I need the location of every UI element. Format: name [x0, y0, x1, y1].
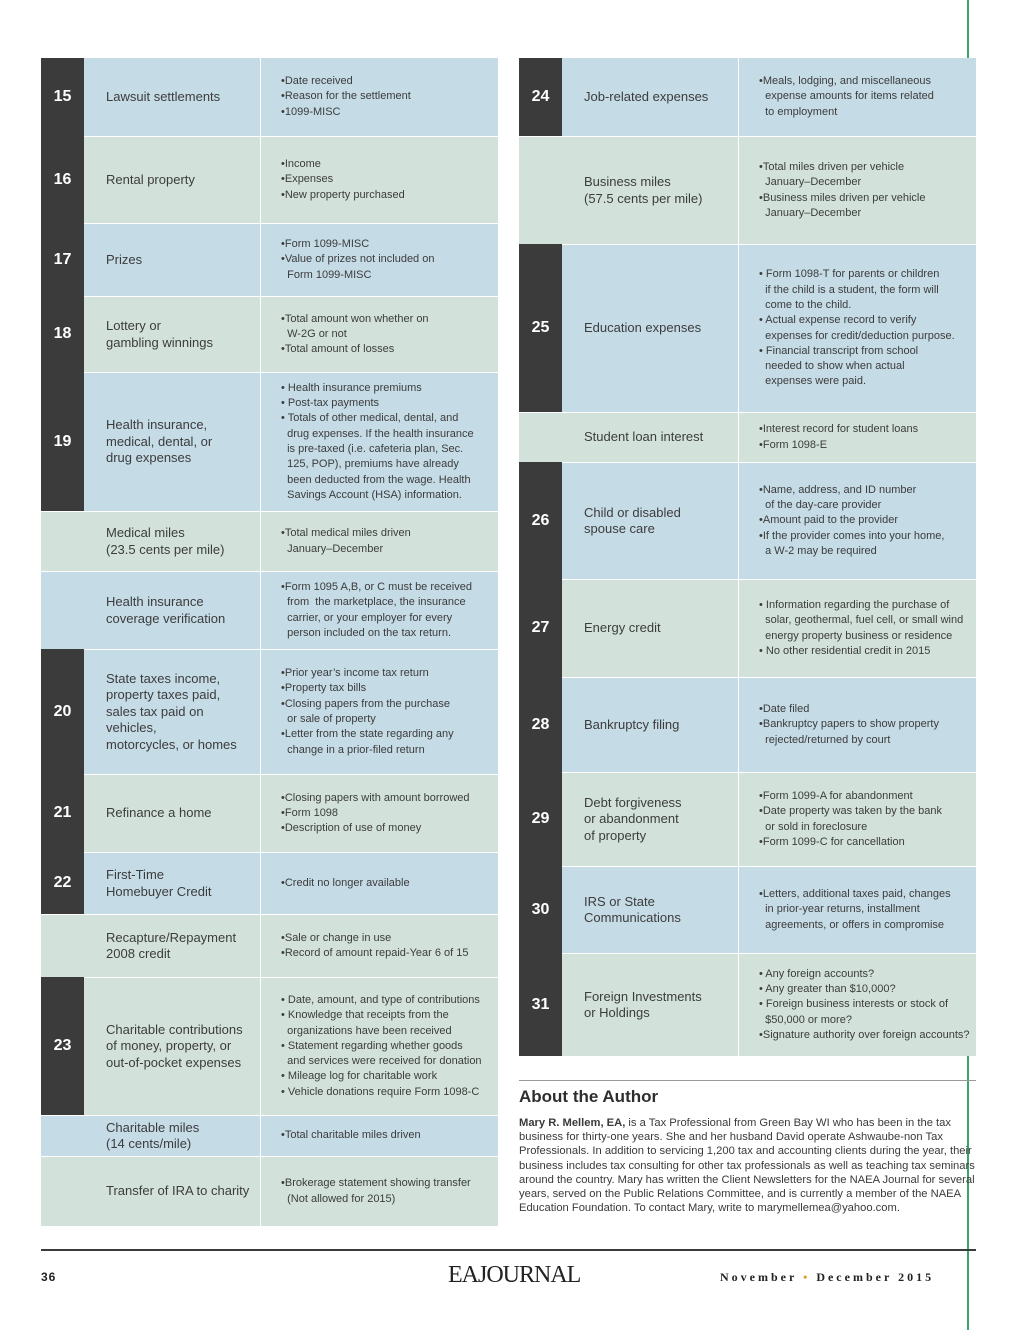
document-bullet: (Not allowed for 2015) — [281, 1192, 396, 1205]
documents-needed — [739, 678, 976, 772]
issue-separator: • — [803, 1270, 811, 1284]
documents-needed — [739, 245, 976, 412]
document-bullet: •Business miles driven per vehicle — [759, 191, 926, 204]
document-bullet: from the marketplace, the insurance — [281, 596, 466, 609]
documents-needed — [739, 773, 976, 866]
item-label — [84, 915, 261, 977]
document-bullet: needed to show when actual — [759, 360, 905, 373]
document-bullet: •If the provider comes into your home, — [759, 529, 945, 542]
about-the-author — [519, 1080, 976, 1215]
left-checklist-row — [41, 1115, 498, 1156]
document-bullet: •Record of amount repaid-Year 6 of 15 — [281, 947, 469, 959]
document-bullet: •1099-MISC — [281, 105, 341, 118]
document-bullet: energy property business or residence — [759, 629, 953, 642]
document-bullet: been deducted from the wage. Health — [281, 473, 471, 486]
document-bullet: • Statement regarding whether goods — [281, 1039, 463, 1052]
document-bullet: person included on the tax return. — [281, 626, 451, 639]
document-bullet: •Total amount of losses — [281, 343, 395, 356]
right-checklist-row — [519, 462, 976, 579]
item-label-line: Education expenses — [584, 320, 702, 336]
document-bullet: •Reason for the settlement — [281, 90, 411, 103]
item-label-line: coverage verification — [106, 610, 226, 626]
document-bullet: or sale of property — [281, 713, 376, 725]
document-bullet: •Form 1099-A for abandonment — [759, 789, 913, 802]
item-label-line: Health insurance, — [106, 417, 208, 433]
left-checklist-row — [41, 511, 498, 571]
number-cell-spacer — [519, 137, 562, 244]
author-bio: is a Tax Professional from Green Bay WI who has been in the tax business for thirty-one years. She and her husband David operate Ashwaube-non Tax Professionals. In addition to servicing 1,200 tax and accounting clients during the year, their business includes tax consulting for other tax professionals as well as teaching tax seminars around the country. Mary has written the Client Newsletters for the NAEA Journal for several years, served on the Public Relations Committee, and is currently a member of the NAEA Education Foundation. To contact Mary, write to marymellemea@yahoo.com. — [519, 1117, 975, 1215]
document-bullet: •Date received — [281, 75, 353, 88]
left-checklist-row — [41, 914, 498, 977]
item-label-line: motorcycles, or homes — [106, 736, 237, 752]
item-label-line: gambling winnings — [106, 334, 213, 350]
item-label — [84, 650, 261, 774]
document-bullet: rejected/returned by court — [759, 733, 891, 746]
document-bullet: $50,000 or more? — [759, 1013, 852, 1026]
left-checklist-row — [41, 774, 498, 852]
document-bullet: or sold in foreclosure — [759, 820, 868, 833]
item-label — [562, 58, 739, 136]
documents-needed — [739, 580, 976, 677]
item-label-line: (14 cents/mile) — [106, 1136, 192, 1151]
documents-needed — [261, 1157, 498, 1226]
about-body — [519, 1116, 976, 1215]
document-bullet: • Date, amount, and type of contributions — [281, 993, 480, 1006]
item-label-line: Business miles — [584, 174, 671, 189]
document-bullet: Form 1099-MISC — [281, 268, 372, 281]
left-checklist-row — [41, 852, 498, 914]
document-bullet: •Total miles driven per vehicle — [759, 160, 905, 173]
item-label-line: out-of-pocket expenses — [106, 1054, 242, 1070]
document-bullet: •Name, address, and ID number — [759, 483, 917, 496]
item-label-line: Homebuyer Credit — [106, 883, 212, 899]
document-bullet: • Knowledge that receipts from the — [281, 1009, 449, 1022]
document-bullet: drug expenses. If the health insurance — [281, 427, 474, 440]
document-bullet: organizations have been received — [281, 1024, 452, 1037]
left-checklist-row — [41, 1156, 498, 1226]
number-cell-spacer — [41, 572, 84, 649]
document-bullet: •Meals, lodging, and miscellaneous — [759, 75, 932, 88]
item-label-line: or Holdings — [584, 1005, 650, 1020]
document-bullet: • Form 1098-T for parents or children — [759, 268, 940, 281]
item-number-badge: 29 — [519, 772, 562, 866]
document-bullet: Savings Account (HSA) information. — [281, 488, 462, 501]
item-label-line: Health insurance — [106, 594, 204, 609]
about-heading: About the Author — [519, 1087, 659, 1106]
item-label — [84, 1116, 261, 1156]
left-checklist-row — [41, 58, 498, 136]
item-label-line: Student loan interest — [584, 429, 704, 445]
item-label-line: Charitable contributions — [106, 1021, 243, 1037]
document-bullet: expenses were paid. — [759, 375, 867, 388]
document-bullet: • Any greater than $10,000? — [759, 983, 896, 996]
item-label-line: Charitable miles — [106, 1119, 200, 1135]
document-bullet: • Post-tax payments — [281, 397, 380, 410]
right-checklist-row — [519, 579, 976, 677]
item-label-line: Debt forgiveness — [584, 794, 682, 810]
document-bullet: 125, POP), premiums have already — [281, 458, 459, 471]
item-label-line: Communications — [584, 910, 681, 925]
item-label-line: Recapture/Repayment — [106, 929, 237, 945]
document-bullet: •Brokerage statement showing transfer — [281, 1177, 471, 1190]
number-cell-spacer — [41, 1116, 84, 1156]
item-number-badge: 28 — [519, 677, 562, 772]
item-label — [562, 773, 739, 866]
item-label-line: State taxes income, — [106, 670, 221, 686]
document-bullet: change in a prior-filed return — [281, 743, 425, 756]
documents-needed — [739, 137, 976, 244]
item-number-badge: 16 — [41, 136, 84, 223]
item-label — [84, 297, 261, 372]
item-label — [562, 678, 739, 772]
right-checklist-row — [519, 58, 976, 136]
item-number-badge: 22 — [41, 852, 84, 914]
item-label-line: Foreign Investments — [584, 988, 702, 1004]
number-cell-spacer — [41, 512, 84, 571]
documents-needed — [739, 413, 976, 462]
document-bullet: •Income — [281, 158, 321, 171]
number-cell-spacer — [41, 915, 84, 977]
documents-needed — [261, 572, 498, 649]
document-bullet: •Expenses — [281, 173, 334, 186]
item-label — [84, 978, 261, 1115]
ea-journal-logo: EAJOURNAL — [448, 1262, 581, 1288]
item-label-line: (57.5 cents per mile) — [584, 190, 703, 206]
item-label — [84, 1157, 261, 1226]
document-bullet: • Information regarding the purchase of — [759, 598, 950, 611]
document-bullet: January–December — [759, 176, 862, 189]
item-label-line: IRS or State — [584, 893, 655, 909]
item-number-badge: 15 — [41, 58, 84, 136]
documents-needed — [261, 853, 498, 914]
document-bullet: •Letters, additional taxes paid, changes — [759, 888, 951, 901]
item-label — [84, 572, 261, 649]
document-bullet: and services were received for donation — [281, 1055, 482, 1068]
document-bullet: •Form 1099-MISC — [281, 238, 370, 251]
item-label — [562, 245, 739, 412]
number-cell-spacer — [519, 413, 562, 462]
document-bullet: agreements, or offers in compromise — [759, 918, 945, 931]
document-bullet: W-2G or not — [281, 327, 347, 340]
right-checklist-row — [519, 772, 976, 866]
documents-needed — [261, 373, 498, 511]
item-label — [84, 137, 261, 223]
document-bullet: • No other residential credit in 2015 — [759, 644, 931, 657]
item-label — [84, 373, 261, 511]
document-bullet: solar, geothermal, fuel cell, or small wind — [759, 614, 964, 627]
footer-rule — [41, 1249, 976, 1251]
left-checklist-row — [41, 223, 498, 296]
issue-month-2: December 2015 — [816, 1270, 935, 1284]
item-label-line: 2008 credit — [106, 946, 171, 961]
document-bullet: •Form 1099-C for cancellation — [759, 835, 905, 848]
item-label — [84, 58, 261, 136]
document-bullet: •New property purchased — [281, 188, 405, 201]
item-number-badge: 26 — [519, 462, 562, 579]
document-bullet: • Totals of other medical, dental, and — [281, 412, 459, 425]
document-bullet: •Form 1095 A,B, or C must be received — [281, 580, 472, 593]
item-label-line: medical, dental, or — [106, 433, 213, 449]
document-bullet: to employment — [759, 105, 838, 118]
item-label-line: Job-related expenses — [584, 88, 709, 104]
item-number-badge: 19 — [41, 372, 84, 511]
document-bullet: •Form 1098 — [281, 806, 339, 819]
documents-needed — [261, 137, 498, 223]
right-checklist-row — [519, 136, 976, 244]
item-number-badge: 18 — [41, 296, 84, 372]
right-checklist-row — [519, 953, 976, 1056]
document-bullet: •Sale or change in use — [281, 931, 392, 944]
documents-needed — [261, 224, 498, 296]
documents-needed — [261, 650, 498, 774]
document-bullet: •Date filed — [759, 703, 810, 716]
document-bullet: expense amounts for items related — [759, 90, 934, 103]
item-label-line: Rental property — [106, 171, 195, 187]
item-number-badge: 27 — [519, 579, 562, 677]
document-bullet: •Total charitable miles driven — [281, 1129, 421, 1142]
documents-needed — [739, 954, 976, 1056]
left-checklist-row — [41, 372, 498, 511]
page-number: 36 — [41, 1270, 57, 1284]
documents-needed — [261, 915, 498, 977]
document-bullet: •Form 1098-E — [759, 438, 828, 451]
document-bullet: • Health insurance premiums — [281, 381, 422, 394]
right-checklist-row — [519, 412, 976, 462]
document-bullet: •Interest record for student loans — [759, 423, 919, 436]
item-label — [562, 463, 739, 579]
author-name: Mary R. Mellem, EA, — [519, 1117, 626, 1129]
issue-date — [720, 1270, 934, 1285]
item-number-badge: 30 — [519, 866, 562, 953]
item-number-badge: 24 — [519, 58, 562, 136]
left-checklist-row — [41, 296, 498, 372]
documents-needed — [261, 1116, 498, 1156]
item-label-line: Energy credit — [584, 620, 661, 636]
right-checklist-row — [519, 866, 976, 953]
documents-needed — [261, 512, 498, 571]
document-bullet: •Closing papers with amount borrowed — [281, 791, 470, 804]
item-label — [562, 580, 739, 677]
right-checklist-row — [519, 677, 976, 772]
documents-needed — [261, 58, 498, 136]
item-number-badge: 21 — [41, 774, 84, 852]
item-number-badge: 17 — [41, 223, 84, 296]
document-bullet: • Any foreign accounts? — [759, 967, 875, 980]
document-bullet: • Mileage log for charitable work — [281, 1070, 438, 1083]
item-label — [562, 137, 739, 244]
document-bullet: • Foreign business interests or stock of — [759, 998, 949, 1011]
document-bullet: •Total medical miles driven — [281, 527, 411, 540]
documents-needed — [739, 463, 976, 579]
item-label — [562, 867, 739, 953]
document-bullet: • Vehicle donations require Form 1098-C — [281, 1085, 480, 1098]
left-checklist-row — [41, 136, 498, 223]
document-bullet: •Credit no longer available — [281, 876, 410, 889]
item-label-line: of money, property, or — [106, 1038, 232, 1054]
left-checklist-row — [41, 977, 498, 1115]
documents-needed — [261, 297, 498, 372]
issue-month-1: November — [720, 1270, 798, 1284]
item-label — [84, 853, 261, 914]
item-label — [84, 775, 261, 852]
document-bullet: •Prior year’s income tax return — [281, 667, 429, 680]
item-label — [562, 413, 739, 462]
item-label-line: Transfer of IRA to charity — [106, 1183, 250, 1199]
item-label-line: First-Time — [106, 867, 165, 882]
item-label-line: Medical miles — [106, 525, 185, 540]
right-checklist-row — [519, 244, 976, 412]
document-bullet: come to the child. — [759, 298, 852, 311]
item-label — [84, 512, 261, 571]
item-label-line: drug expenses — [106, 450, 192, 466]
document-bullet: •Value of prizes not included on — [281, 253, 435, 266]
document-bullet: is pre-taxed (i.e. cafeteria plan, Sec. — [281, 443, 464, 455]
item-label-line: (23.5 cents per mile) — [106, 541, 225, 557]
documents-needed — [739, 58, 976, 136]
document-bullet: •Property tax bills — [281, 682, 367, 695]
item-label — [84, 224, 261, 296]
item-label-line: Child or disabled — [584, 504, 681, 520]
document-bullet: • Actual expense record to verify — [759, 314, 917, 327]
item-number-badge: 20 — [41, 649, 84, 774]
document-bullet: • Financial transcript from school — [759, 344, 919, 357]
document-bullet: •Letter from the state regarding any — [281, 728, 454, 741]
document-bullet: if the child is a student, the form will — [759, 283, 939, 296]
item-label-line: Prizes — [106, 251, 143, 267]
document-bullet: January–December — [759, 206, 862, 219]
item-label-line: or abandonment — [584, 811, 679, 827]
item-label-line: Lottery or — [106, 318, 161, 333]
item-label-line: spouse care — [584, 521, 655, 536]
document-bullet: January–December — [281, 542, 384, 555]
document-bullet: expenses for credit/deduction purpose. — [759, 329, 955, 342]
item-label-line: Bankruptcy filing — [584, 716, 680, 732]
document-bullet: •Date property was taken by the bank — [759, 805, 943, 818]
documents-needed — [739, 867, 976, 953]
document-bullet: •Description of use of money — [281, 822, 422, 835]
item-label-line: of property — [584, 827, 647, 843]
left-checklist-row — [41, 571, 498, 649]
document-bullet: a W-2 may be required — [759, 544, 877, 557]
document-bullet: •Amount paid to the provider — [759, 514, 898, 527]
left-checklist-row — [41, 649, 498, 774]
document-bullet: carrier, or your employer for every — [281, 611, 453, 624]
documents-needed — [261, 775, 498, 852]
document-bullet: •Total amount won whether on — [281, 312, 429, 325]
item-label-line: property taxes paid, — [106, 687, 221, 703]
document-bullet: in prior-year returns, installment — [759, 903, 920, 916]
item-number-badge: 25 — [519, 244, 562, 412]
item-number-badge: 31 — [519, 953, 562, 1056]
document-bullet: •Bankruptcy papers to show property — [759, 718, 939, 731]
item-label-line: sales tax paid on vehicles, — [106, 703, 204, 736]
document-bullet: •Signature authority over foreign accounts? — [759, 1028, 970, 1041]
document-bullet: •Closing papers from the purchase — [281, 697, 450, 710]
document-bullet: of the day-care provider — [759, 499, 882, 512]
documents-needed — [261, 978, 498, 1115]
item-number-badge: 23 — [41, 977, 84, 1115]
item-label — [562, 954, 739, 1056]
item-label-line: Refinance a home — [106, 805, 212, 821]
item-label-line: Lawsuit settlements — [106, 88, 221, 104]
number-cell-spacer — [41, 1157, 84, 1226]
